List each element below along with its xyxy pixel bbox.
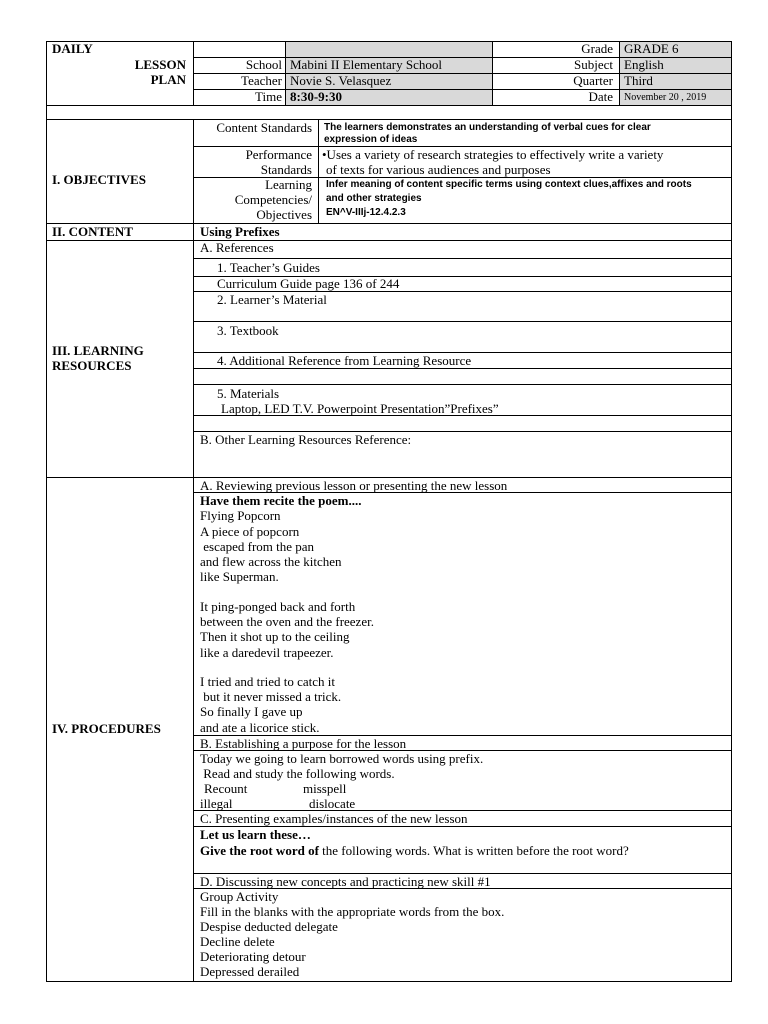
word-recount: Recount [204, 781, 248, 796]
subject-value: English [624, 57, 664, 72]
performance-label-2: Standards [260, 162, 312, 177]
curriculum-guide: Curriculum Guide page 136 of 244 [217, 276, 400, 291]
competencies-label-1: Learning [265, 177, 312, 192]
competencies-line-2: and other strategies [326, 193, 422, 204]
quarter-label: Quarter [573, 73, 613, 88]
procedure-c-title: C. Presenting examples/instances of the new lesson [200, 811, 468, 826]
teachers-guides: 1. Teacher’s Guides [217, 260, 320, 275]
school-label: School [245, 57, 282, 72]
competencies-line-3: EN^V-IIIj-12.4.2.3 [326, 207, 406, 218]
poem-line: like Superman. [200, 569, 279, 584]
content-value: Using Prefixes [200, 224, 280, 239]
teacher-label: Teacher [241, 73, 282, 88]
materials-value: Laptop, LED T.V. Powerpoint Presentation”Prefixes” [221, 401, 499, 416]
title-plan: PLAN [150, 72, 186, 87]
subject-label: Subject [574, 57, 613, 72]
poem-line: Flying Popcorn [200, 508, 281, 523]
resources-heading-2: RESOURCES [52, 358, 132, 373]
title-lesson: LESSON [134, 57, 186, 72]
procedure-b-title: B. Establishing a purpose for the lesson [200, 736, 407, 751]
procedure-d-line: Group Activity [200, 889, 279, 904]
date-label: Date [588, 89, 613, 104]
procedure-d-line: Deteriorating detour [200, 949, 306, 964]
poem-line: It ping-ponged back and forth [200, 599, 356, 614]
date-value: November 20 , 2019 [624, 92, 707, 103]
procedure-d-line: Fill in the blanks with the appropriate words from the box. [200, 904, 505, 919]
poem-line: Then it shot up to the ceiling [200, 629, 350, 644]
poem-line: I tried and tried to catch it [200, 674, 336, 689]
time-label: Time [255, 89, 282, 104]
procedure-c-line [200, 843, 629, 858]
title-daily: DAILY [52, 41, 93, 56]
procedure-c-bold: Let us learn these… [200, 827, 311, 842]
content-heading: II. CONTENT [52, 224, 133, 239]
learners-material: 2. Learner’s Material [217, 292, 327, 307]
competencies-line-1: Infer meaning of content specific terms using context clues,affixes and roots [326, 179, 692, 190]
poem-line: between the oven and the freezer. [200, 614, 374, 629]
resources-heading-1: III. LEARNING [52, 343, 144, 358]
poem-line: So finally I gave up [200, 704, 303, 719]
content-standards-line-2: expression of ideas [324, 134, 418, 145]
word-dislocate: dislocate [309, 796, 356, 811]
other-resources-label: B. Other Learning Resources Reference: [200, 432, 412, 447]
teacher-value: Novie S. Velasquez [290, 73, 392, 88]
materials-label: 5. Materials [217, 386, 280, 401]
word-misspell: misspell [303, 781, 347, 796]
content-standards-label: Content Standards [216, 120, 312, 135]
procedure-b-line-2: Read and study the following words. [200, 766, 395, 781]
competencies-label-2: Competencies/ [234, 192, 312, 207]
procedure-c-bold-2: Give the root word of [200, 843, 319, 858]
poem-line: A piece of popcorn [200, 524, 300, 539]
competencies-label-3: Objectives [256, 207, 312, 222]
performance-line-2: of texts for various audiences and purposes [326, 162, 551, 177]
textbook: 3. Textbook [217, 323, 279, 338]
poem-line: like a daredevil trapeezer. [200, 645, 334, 660]
procedure-d-line: Decline delete [200, 934, 275, 949]
poem-line: escaped from the pan [200, 539, 315, 554]
poem-line: but it never missed a trick. [200, 689, 342, 704]
procedure-d-title: D. Discussing new concepts and practicing new skill #1 [200, 874, 491, 889]
procedure-d-line: Depressed derailed [200, 964, 300, 979]
procedures-heading: IV. PROCEDURES [52, 721, 161, 736]
poem-line: and flew across the kitchen [200, 554, 342, 569]
time-value: 8:30-9:30 [290, 89, 342, 104]
procedure-a-instruction: Have them recite the poem.... [200, 493, 362, 508]
grade-value: GRADE 6 [624, 41, 679, 56]
references-label: A. References [200, 240, 274, 255]
procedure-a-title: A. Reviewing previous lesson or presenting the new lesson [200, 478, 508, 493]
grade-label: Grade [581, 41, 613, 56]
additional-reference: 4. Additional Reference from Learning Resource [217, 353, 472, 368]
procedure-d-line: Despise deducted delegate [200, 919, 338, 934]
performance-label-1: Performance [245, 147, 312, 162]
performance-line-1: •Uses a variety of research strategies to effectively write a variety [322, 147, 664, 162]
school-value: Mabini II Elementary School [290, 57, 442, 72]
poem-line: and ate a licorice stick. [200, 720, 320, 735]
objectives-heading: I. OBJECTIVES [52, 172, 146, 187]
content-standards-line-1: The learners demonstrates an understanding of verbal cues for clear [324, 122, 651, 133]
procedure-c-rest: the following words. What is written before the root word? [318, 843, 629, 858]
quarter-value: Third [624, 73, 653, 88]
word-illegal: illegal [200, 796, 233, 811]
procedure-b-line-1: Today we going to learn borrowed words using prefix. [200, 751, 484, 766]
